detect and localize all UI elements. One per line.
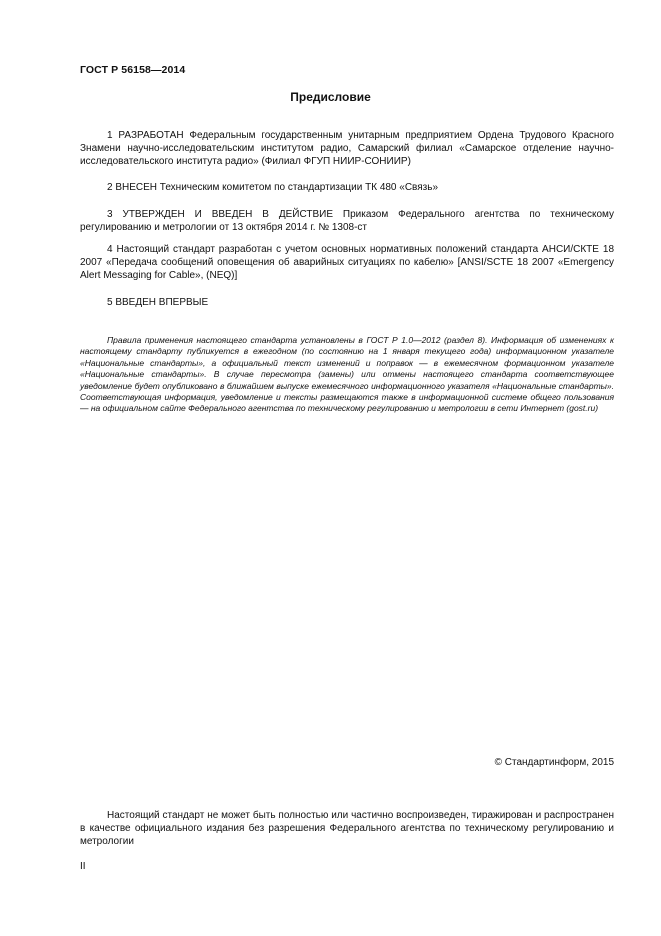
foreword-item-introduced: 2 ВНЕСЕН Техническим комитетом по стандартизации ТК 480 «Связь» (107, 182, 439, 193)
document-code: ГОСТ Р 56158—2014 (80, 64, 186, 76)
page-title: Предисловие (290, 90, 371, 104)
foreword-item-approved: 3 УТВЕРЖДЕН И ВВЕДЕН В ДЕЙСТВИЕ Приказом Федерального агентства по техническому регулированию и метрологии от 13 октября 2014 г. № 1308-ст (80, 209, 614, 233)
foreword-item-first-introduced: 5 ВВЕДЕН ВПЕРВЫЕ (107, 297, 209, 308)
application-rules-note: Правила применения настоящего стандарта установлены в ГОСТ Р 1.0—2012 (раздел 8). Информация об изменениях к настоящему стандарту публикуется в ежегодном (по состоянию на 1 января текущего года) информационном указателе «Национальные стандарты», а официальный текст изменений и поправок — в ежемесячном формационном указателе «Национальные стандарты». В случае пересмотра (замены) или отмены настоящего стандарта соответствующее уведомление будет опубликовано в ближайшем выпуске ежемесячного информационного указателя «Национальные стандарты». Соответствующая информация, уведомление и тексты размещаются также в информационной системе общего пользования — на официальном сайте Федерального агентства по техническому регулированию и метрологии в сети Интернет (gost.ru) (80, 335, 614, 414)
foreword-item-basis: 4 Настоящий стандарт разработан с учетом основных нормативных положений стандарта АНСИ/СКТЕ 18 2007 «Передача сообщений оповещения об аварийных ситуациях по кабелю» [ANSI/SCTE 18 2007 «Emergency Alert Messaging for Cable», (NEQ)] (80, 244, 614, 281)
page-number: II (80, 861, 86, 872)
copyright-notice: © Стандартинформ, 2015 (494, 757, 614, 768)
foreword-item-developed: 1 РАЗРАБОТАН Федеральным государственным унитарным предприятием Ордена Трудового Красного Знамени научно-исследовательским институтом радио, Самарский филиал «Самарское отделение научно-исследовательского института радио» (Филиал ФГУП НИИР-СОНИИР) (80, 130, 614, 167)
reproduction-rights-note: Настоящий стандарт не может быть полностью или частично воспроизведен, тиражирован и распространен в качестве официального издания без разрешения Федерального агентства по техническому регулированию и метрологии (80, 810, 614, 847)
